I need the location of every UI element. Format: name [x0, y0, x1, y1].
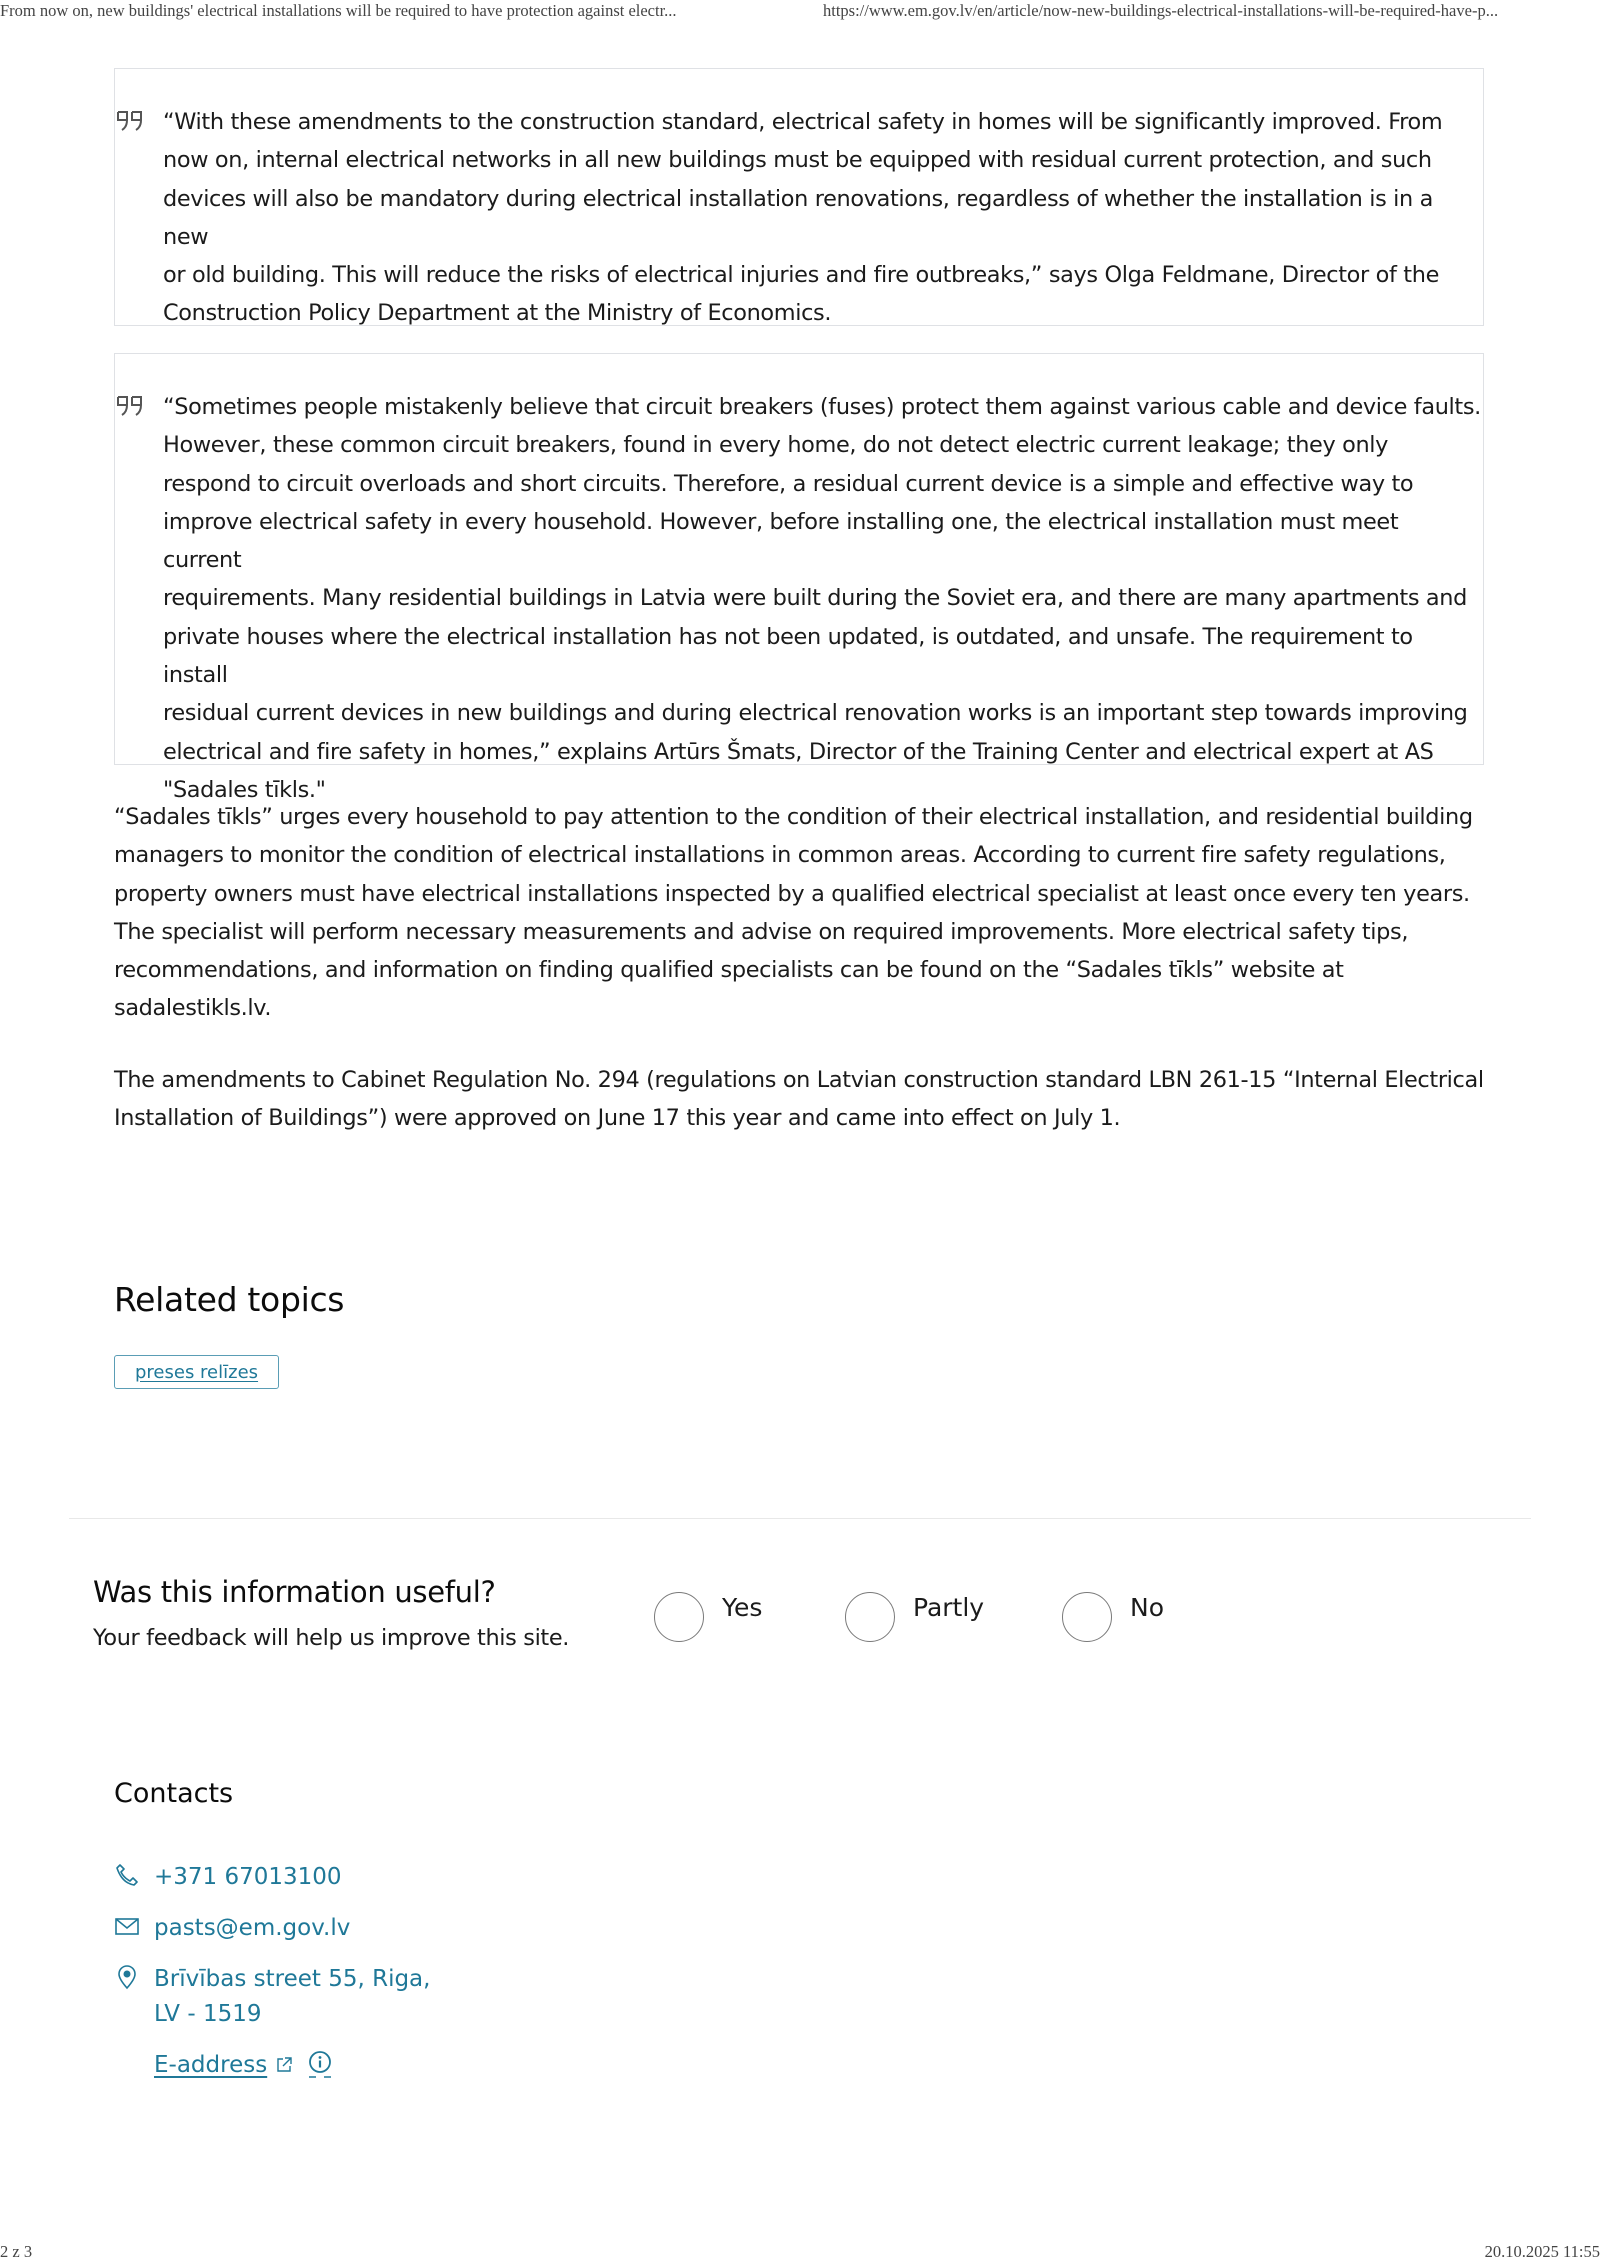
page-number: 2 z 3 — [0, 2242, 33, 2261]
contact-address — [114, 1962, 430, 2032]
quote-line: electrical and fire safety in homes,” explains Artūrs Šmats, Director of the Training Center and electrical expert at AS — [163, 738, 1434, 765]
quote-text — [163, 103, 1481, 333]
e-address-link[interactable]: E-address — [154, 2052, 268, 2078]
feedback-option-yes[interactable] — [654, 1592, 762, 1642]
contact-phone[interactable] — [114, 1860, 342, 1894]
feedback-option-label: No — [1130, 1592, 1164, 1622]
related-topics-heading: Related topics — [114, 1280, 345, 1319]
quote-line: now on, internal electrical networks in all new buildings must be equipped with residual current protection, and such — [163, 147, 1432, 174]
paragraph-line: property owners must have electrical installations inspected by a qualified electrical specialist at least once every ten years. — [114, 880, 1470, 907]
blockquote-feldmane — [114, 68, 1484, 326]
quote-line: devices will also be mandatory during electrical installation renovations, regardless of whether the installation is in a new — [163, 185, 1434, 250]
topic-tag[interactable] — [114, 1355, 279, 1389]
phone-number[interactable]: +371 67013100 — [154, 1864, 342, 1890]
radio-partly[interactable] — [845, 1592, 895, 1642]
print-datetime: 20.10.2025 11:55 — [1484, 2242, 1600, 2261]
address-text — [154, 1962, 430, 2032]
mail-icon — [114, 1913, 140, 1939]
location-pin-icon — [114, 1964, 140, 1990]
article-paragraph — [114, 1061, 1494, 1138]
print-page-url: https://www.em.gov.lv/en/article/now-new-buildings-electrical-installations-will-be-required-have-p... — [823, 1, 1499, 20]
quote-line: "Sadales tīkls." — [163, 776, 326, 803]
address-line-2: LV - 1519 — [154, 2001, 262, 2027]
article-paragraph — [114, 798, 1494, 1028]
email-address[interactable]: pasts@em.gov.lv — [154, 1915, 351, 1941]
paragraph-line: “Sadales tīkls” urges every household to pay attention to the condition of their electrical installation, and residential building — [114, 804, 1473, 830]
quote-text — [163, 388, 1481, 809]
quote-icon — [115, 109, 145, 133]
quote-line: “Sometimes people mistakenly believe that circuit breakers (fuses) protect them against various cable and device faults. — [163, 394, 1481, 420]
quote-icon — [115, 394, 145, 418]
quote-line: residual current devices in new buildings and during electrical renovation works is an important step towards improving — [163, 700, 1468, 727]
phone-icon — [114, 1862, 140, 1888]
feedback-option-label: Partly — [913, 1592, 985, 1622]
feedback-option-no[interactable] — [1062, 1592, 1164, 1642]
quote-line: improve electrical safety in every household. However, before installing one, the electrical installation must meet current — [163, 508, 1399, 574]
topic-tag-link[interactable]: preses relīzes — [135, 1361, 259, 1383]
feedback-subtitle: Your feedback will help us improve this site. — [93, 1625, 570, 1651]
quote-line: requirements. Many residential buildings in Latvia were built during the Soviet era, and there are many apartments and — [163, 585, 1468, 612]
print-header — [0, 0, 1600, 24]
paragraph-line: recommendations, and information on finding qualified specialists can be found on the “Sadales tīkls” website at — [114, 957, 1344, 984]
feedback-option-label: Yes — [722, 1592, 763, 1622]
feedback-heading: Was this information useful? — [93, 1575, 496, 1609]
contacts-heading: Contacts — [114, 1778, 234, 1809]
print-page-title: From now on, new buildings' electrical installations will be required to have protection against electr... — [0, 1, 677, 20]
paragraph-line: managers to monitor the condition of electrical installations in common areas. According to current fire safety regulations, — [114, 842, 1446, 869]
radio-yes[interactable] — [654, 1592, 704, 1642]
quote-line: private houses where the electrical installation has not been updated, is outdated, and unsafe. The requirement to install — [163, 623, 1413, 689]
paragraph-line: sadalestikls.lv. — [114, 995, 272, 1022]
external-link-icon — [275, 2056, 293, 2074]
info-icon[interactable] — [307, 2050, 333, 2080]
section-divider — [69, 1518, 1531, 1519]
quote-line: or old building. This will reduce the risks of electrical injuries and fire outbreaks,” says Olga Feldmane, Director of the — [163, 262, 1439, 289]
quote-line: However, these common circuit breakers, found in every home, do not detect electric current leakage; they only — [163, 432, 1389, 459]
e-address-row[interactable] — [154, 2050, 333, 2080]
radio-no[interactable] — [1062, 1592, 1112, 1642]
contact-email[interactable] — [114, 1911, 350, 1945]
quote-line: respond to circuit overloads and short circuits. Therefore, a residual current device is a simple and effective way to — [163, 470, 1414, 497]
blockquote-smats — [114, 353, 1484, 803]
paragraph-line: Installation of Buildings”) were approved on June 17 this year and came into effect on July 1. — [114, 1105, 1121, 1132]
feedback-option-partly[interactable] — [845, 1592, 984, 1642]
paragraph-line: The amendments to Cabinet Regulation No. 294 (regulations on Latvian construction standard LBN 261-15 “Internal Electrical — [114, 1067, 1484, 1093]
address-line-1: Brīvības street 55, Riga, — [154, 1966, 431, 1992]
quote-line: “With these amendments to the construction standard, electrical safety in homes will be significantly improved. From — [163, 109, 1443, 135]
quote-line: Construction Policy Department at the Ministry of Economics. — [163, 300, 832, 327]
paragraph-line: The specialist will perform necessary measurements and advise on required improvements. More electrical safety tips, — [114, 918, 1409, 945]
